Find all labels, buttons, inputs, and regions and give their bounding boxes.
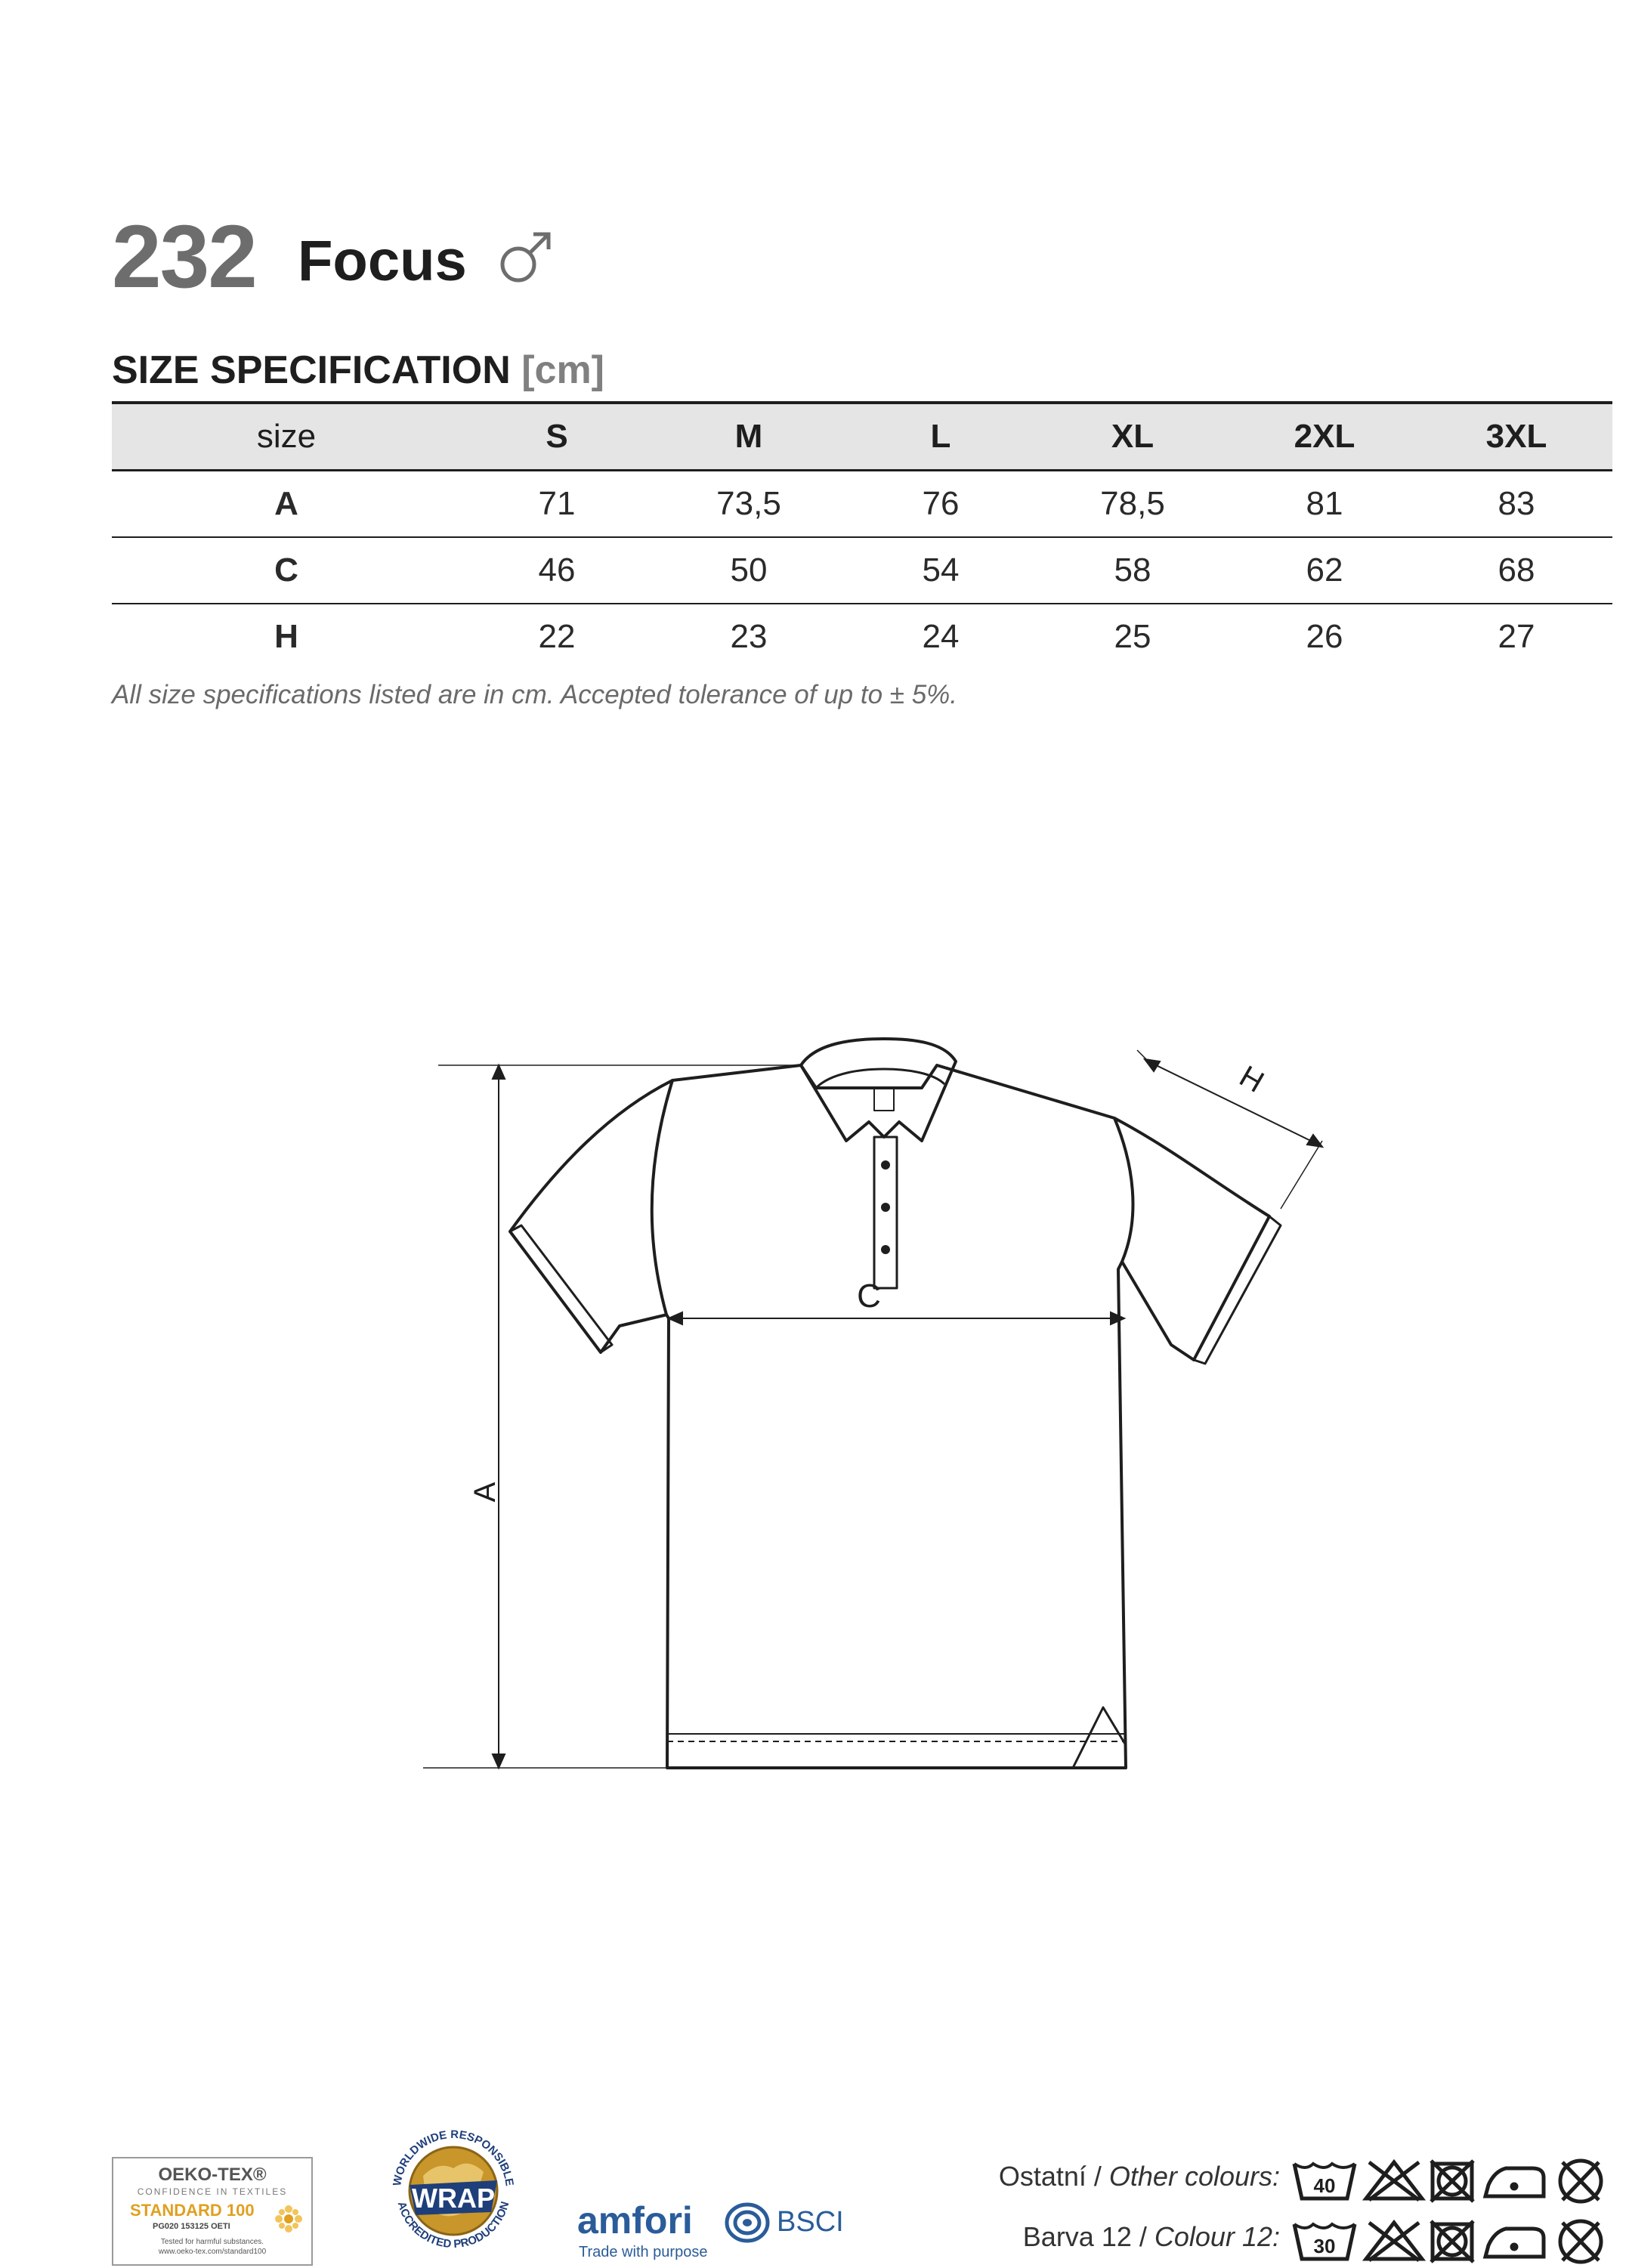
table-cell: 50 [653,537,845,604]
wash-icon [1294,2164,1355,2198]
wrap-middle-text: WRAP [412,2183,495,2214]
oeko-tex-note-2: www.oeko-tex.com/standard100 [158,2248,267,2256]
amfori-bsci: BSCI [777,2206,844,2238]
table-cell: 54 [845,537,1037,604]
table-cell: 81 [1229,471,1420,538]
care-symbols [1291,2155,1608,2208]
left-cuff [510,1225,612,1352]
table-cell: 26 [1306,618,1343,655]
header-size-2xl: 2XL [1229,403,1420,471]
oeko-tex-note-1: Tested for harmful substances. [160,2238,264,2246]
amfori-tagline: Trade with purpose [579,2244,708,2260]
no-tumble-dry-icon [1431,2161,1473,2202]
collar [801,1039,956,1141]
right-cuff [1194,1216,1281,1364]
male-symbol-icon [496,227,556,287]
no-bleach-icon [1366,2223,1422,2260]
dimension-label-c: C [857,1278,881,1315]
oeko-tex-tagline: CONFIDENCE IN TEXTILES [137,2186,288,2197]
dimension-label-h: H [1233,1059,1270,1100]
table-cell: 46 [461,537,653,604]
no-tumble-dry-icon [1431,2221,1473,2262]
dimension-label-a: A [468,1482,502,1503]
size-table [112,401,1612,669]
amfori-swirl-icon [724,2202,771,2244]
row-label: H [274,618,298,655]
oeko-tex-logo [112,2157,313,2266]
size-spec-unit: [cm] [521,348,604,392]
oeko-flower-icon [274,2204,304,2234]
oeko-tex-notes [113,2237,311,2257]
product-header [112,204,1170,310]
header-size-m: M [653,403,845,471]
care-row-colour-12 [831,2215,1617,2268]
table-cell: 23 [730,618,768,655]
table-cell: 22 [538,618,576,655]
table-cell: 27 [1498,618,1535,655]
header-size-label: size [112,403,461,471]
care-label-cz: Barva 12 [1022,2221,1132,2252]
care-row-other-colours [831,2155,1617,2208]
care-label-cz: Ostatní [998,2161,1087,2192]
polo-shirt-diagram [393,1027,1375,1783]
table-header-row [112,403,1612,471]
amfori-bsci-logo [574,2198,854,2266]
wash-temp: 40 [1313,2174,1336,2197]
care-label: Ostatní / Other colours: [998,2161,1280,2192]
iron-icon [1485,2168,1544,2196]
table-cell: 78,5 [1037,471,1229,538]
tolerance-note: All size specifications listed are in cm. Accepted tolerance of up to ± 5%. [112,680,958,709]
placket [874,1137,897,1288]
header-size-l: L [845,403,1037,471]
table-row [112,604,1612,669]
care-label-en: Colour 12: [1154,2221,1280,2252]
header-size-s: S [461,403,653,471]
oeko-tex-certificate: PG020 153125 OETI [153,2222,230,2231]
size-spec-title [112,344,604,397]
wrap-top-text: WORLDWIDE RESPONSIBLE [391,2127,516,2187]
care-label: Barva 12 / Colour 12: [1022,2221,1280,2252]
table-cell: 73,5 [653,471,845,538]
oeko-tex-standard: STANDARD 100 [130,2201,255,2220]
table-cell: 68 [1420,537,1612,604]
no-bleach-icon [1366,2162,1422,2200]
model-number: 232 [112,207,256,307]
iron-icon [1485,2229,1544,2257]
oeko-tex-name: OEKO-TEX® [158,2164,267,2185]
care-symbols [1291,2215,1608,2268]
table-cell: 24 [922,618,960,655]
table-cell: 58 [1037,537,1229,604]
size-spec-title-text: SIZE SPECIFICATION [112,348,511,392]
wash-temp: 30 [1313,2235,1336,2257]
table-cell: 71 [461,471,653,538]
row-label: A [112,471,461,538]
no-dry-clean-icon [1560,2161,1601,2202]
table-row [112,537,1612,604]
care-label-en: Other colours: [1108,2161,1280,2192]
shirt-body-outline [652,1065,1133,1768]
wash-icon [1294,2224,1355,2259]
left-sleeve [510,1080,672,1352]
header-size-3xl: 3XL [1420,403,1612,471]
right-sleeve [1114,1118,1269,1360]
table-cell: 62 [1229,537,1420,604]
amfori-name: amfori [577,2199,693,2242]
header-size-xl: XL [1037,403,1229,471]
table-cell: 76 [845,471,1037,538]
table-row [112,471,1612,538]
table-cell: 83 [1420,471,1612,538]
no-dry-clean-icon [1560,2221,1601,2262]
model-name: Focus [298,229,467,293]
wrap-bottom-text: ACCREDITED PRODUCTION [394,2200,512,2251]
row-label: C [112,537,461,604]
wrap-logo [378,2115,529,2266]
table-cell: 25 [1114,618,1151,655]
